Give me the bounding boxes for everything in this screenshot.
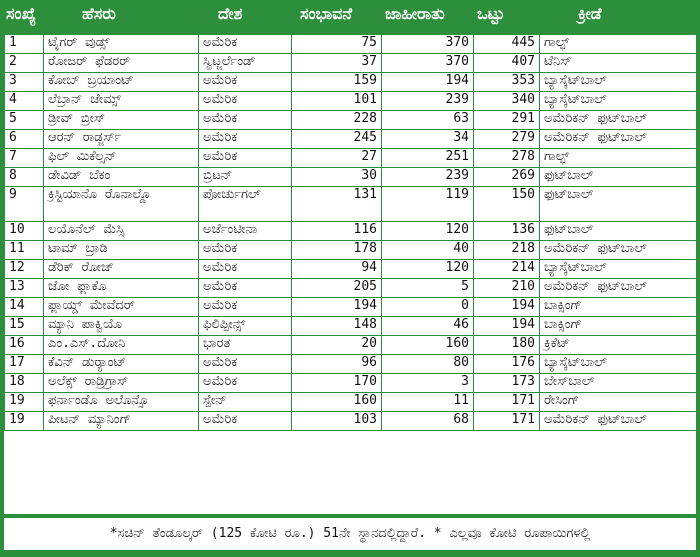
cell-country: ಅಮೆರಿಕ (199, 260, 292, 279)
cell-rank: 5 (5, 111, 44, 130)
cell-salary: 205 (292, 279, 382, 298)
cell-name: ಟಾಮ್ ಬ್ರಾಡಿ (44, 241, 199, 260)
cell-sport: ಫುಟ್‌ಬಾಲ್ (540, 187, 697, 222)
cell-rank: 2 (5, 54, 44, 73)
table-row (5, 168, 697, 187)
table-row (5, 130, 697, 149)
header-country: ದೇಶ (218, 4, 243, 23)
cell-total: 407 (474, 54, 540, 73)
cell-rank: 10 (5, 222, 44, 241)
cell-name: ರೋಜರ್ ಫೆಡರರ್ (44, 54, 199, 73)
cell-salary: 20 (292, 336, 382, 355)
cell-country: ಭಾರತ (199, 336, 292, 355)
cell-total: 176 (474, 355, 540, 374)
cell-total: 180 (474, 336, 540, 355)
cell-country: ಅಮೆರಿಕ (199, 111, 292, 130)
cell-salary: 245 (292, 130, 382, 149)
cell-total: 353 (474, 73, 540, 92)
cell-endorsements: 370 (382, 35, 474, 54)
cell-salary: 159 (292, 73, 382, 92)
cell-country: ಅಮೆರಿಕ (199, 355, 292, 374)
table-row (5, 412, 697, 431)
cell-total: 340 (474, 92, 540, 111)
table-row (5, 222, 697, 241)
cell-total: 214 (474, 260, 540, 279)
cell-endorsements: 5 (382, 279, 474, 298)
cell-rank: 1 (5, 35, 44, 54)
cell-country: ಪೋರ್ಚುಗಲ್ (199, 187, 292, 222)
cell-name: ಲಯೊನೆಲ್ ಮೆಸ್ಸಿ (44, 222, 199, 241)
cell-country: ಸ್ವಿಟ್ಜರ್ಲೆಂಡ್ (199, 54, 292, 73)
cell-endorsements: 119 (382, 187, 474, 222)
cell-country: ಅರ್ಜೆಂಟೀನಾ (199, 222, 292, 241)
cell-name: ಅಲೆಕ್ಸ್ ರಾಡ್ರಿಗ್ರಾಸ್ (44, 374, 199, 393)
cell-sport: ಅಮೆರಿಕನ್ ಫುಟ್‌ಬಾಲ್ (540, 130, 697, 149)
cell-sport: ಗಾಲ್ಫ್ (540, 149, 697, 168)
cell-endorsements: 370 (382, 54, 474, 73)
table-header (0, 0, 700, 34)
cell-total: 218 (474, 241, 540, 260)
athletes-table (4, 34, 697, 431)
cell-country: ಅಮೆರಿಕ (199, 279, 292, 298)
cell-sport: ಬ್ಯಾಸ್ಕೆಟ್‌ಬಾಲ್ (540, 355, 697, 374)
cell-sport: ಅಮೆರಿಕನ್ ಫುಟ್‌ಬಾಲ್ (540, 111, 697, 130)
cell-name: ಫ್ಲಾಯ್ಡ್ ಮೇವೆದರ್ (44, 298, 199, 317)
cell-rank: 19 (5, 412, 44, 431)
header-endorsements: ಜಾಹೀರಾತು (385, 4, 445, 23)
cell-country: ಅಮೆರಿಕ (199, 73, 292, 92)
cell-sport: ಕ್ರಿಕೆಟ್ (540, 336, 697, 355)
cell-name: ಜೋ ಫ್ಲಾಕೊ (44, 279, 199, 298)
cell-salary: 160 (292, 393, 382, 412)
cell-sport: ಬಾಕ್ಸಿಂಗ್ (540, 298, 697, 317)
cell-name: ಡೇವಿಡ್ ಬೆಕಂ (44, 168, 199, 187)
cell-name: ಆರನ್ ರಾಡ್ಜರ್ಸ್ (44, 130, 199, 149)
cell-endorsements: 34 (382, 130, 474, 149)
cell-country: ಅಮೆರಿಕ (199, 412, 292, 431)
cell-country: ಫಿಲಿಪ್ಪೀನ್ಸ್ (199, 317, 292, 336)
cell-salary: 228 (292, 111, 382, 130)
cell-salary: 116 (292, 222, 382, 241)
cell-salary: 94 (292, 260, 382, 279)
cell-sport: ಬ್ಯಾಸ್ಕೆಟ್‌ಬಾಲ್ (540, 92, 697, 111)
cell-salary: 178 (292, 241, 382, 260)
cell-sport: ಫುಟ್‌ಬಾಲ್ (540, 168, 697, 187)
cell-endorsements: 3 (382, 374, 474, 393)
header-total: ಒಟ್ಟು (477, 4, 505, 23)
table-row (5, 187, 697, 222)
cell-total: 194 (474, 317, 540, 336)
cell-salary: 103 (292, 412, 382, 431)
cell-name: ಫರ್ನಾಂಡೊ ಅಲೊನ್ಸೊ (44, 393, 199, 412)
cell-sport: ಫುಟ್‌ಬಾಲ್ (540, 222, 697, 241)
cell-endorsements: 0 (382, 298, 474, 317)
table-row (5, 374, 697, 393)
cell-country: ಅಮೆರಿಕ (199, 241, 292, 260)
cell-sport: ಟೆನಿಸ್ (540, 54, 697, 73)
cell-salary: 101 (292, 92, 382, 111)
cell-name: ಡ್ರೀವ್ ಬ್ರೀಸ್ (44, 111, 199, 130)
table-row (5, 393, 697, 412)
cell-endorsements: 80 (382, 355, 474, 374)
cell-name: ಕೋಬ್ ಬ್ರಯಾಂಟ್ (44, 73, 199, 92)
cell-sport: ಬೇಸ್‌ಬಾಲ್ (540, 374, 697, 393)
cell-endorsements: 46 (382, 317, 474, 336)
table-row (5, 241, 697, 260)
cell-country: ಅಮೆರಿಕ (199, 149, 292, 168)
footer-bar (0, 514, 700, 557)
cell-salary: 27 (292, 149, 382, 168)
cell-country: ಅಮೆರಿಕ (199, 92, 292, 111)
cell-rank: 6 (5, 130, 44, 149)
table-row (5, 298, 697, 317)
cell-rank: 17 (5, 355, 44, 374)
cell-name: ಕ್ರಿಸ್ಟಿಯಾನೊ ರೊನಾಲ್ಡೊ (44, 187, 199, 222)
cell-endorsements: 68 (382, 412, 474, 431)
cell-total: 291 (474, 111, 540, 130)
cell-endorsements: 63 (382, 111, 474, 130)
cell-total: 279 (474, 130, 540, 149)
cell-salary: 75 (292, 35, 382, 54)
cell-endorsements: 194 (382, 73, 474, 92)
cell-country: ಬ್ರಿಟನ್ (199, 168, 292, 187)
cell-rank: 19 (5, 393, 44, 412)
cell-total: 445 (474, 35, 540, 54)
cell-endorsements: 40 (382, 241, 474, 260)
cell-endorsements: 11 (382, 393, 474, 412)
cell-name: ಡೆರಿಕ್ ರೋಜ್ (44, 260, 199, 279)
cell-salary: 194 (292, 298, 382, 317)
cell-rank: 16 (5, 336, 44, 355)
cell-rank: 12 (5, 260, 44, 279)
table-row (5, 35, 697, 54)
cell-total: 173 (474, 374, 540, 393)
cell-sport: ರೇಸಿಂಗ್ (540, 393, 697, 412)
cell-rank: 8 (5, 168, 44, 187)
cell-sport: ಬ್ಯಾಸ್ಕೆಟ್‌ಬಾಲ್ (540, 73, 697, 92)
cell-endorsements: 251 (382, 149, 474, 168)
cell-sport: ಬಾಕ್ಸಿಂಗ್ (540, 317, 697, 336)
table-row (5, 54, 697, 73)
cell-salary: 30 (292, 168, 382, 187)
header-rank: ಸಂಖ್ಯೆ (6, 4, 37, 23)
cell-endorsements: 120 (382, 222, 474, 241)
cell-salary: 131 (292, 187, 382, 222)
table-row (5, 317, 697, 336)
cell-rank: 4 (5, 92, 44, 111)
cell-total: 194 (474, 298, 540, 317)
cell-rank: 7 (5, 149, 44, 168)
cell-rank: 18 (5, 374, 44, 393)
cell-sport: ಅಮೆರಿಕನ್ ಫುಟ್‌ಬಾಲ್ (540, 241, 697, 260)
cell-total: 171 (474, 393, 540, 412)
cell-total: 171 (474, 412, 540, 431)
table-row (5, 92, 697, 111)
cell-salary: 170 (292, 374, 382, 393)
cell-name: ಫಿಲ್ ಮಿಕೆಲ್ಸನ್ (44, 149, 199, 168)
cell-country: ಅಮೆರಿಕ (199, 374, 292, 393)
cell-sport: ಬ್ಯಾಸ್ಕೆಟ್‌ಬಾಲ್ (540, 260, 697, 279)
cell-total: 150 (474, 187, 540, 222)
table-row (5, 111, 697, 130)
cell-rank: 13 (5, 279, 44, 298)
cell-total: 210 (474, 279, 540, 298)
cell-rank: 15 (5, 317, 44, 336)
cell-endorsements: 160 (382, 336, 474, 355)
footnote: *ಸಚಿನ್ ತೆಂಡೂಲ್ಕರ್ (125 ಕೋಟಿ ರೂ.) 51ನೇ ಸ್ಥಾನದಲ್ಲಿದ್ದಾರೆ. * ಎಲ್ಲವೂ ಕೋಟಿ ರೂಪಾಯಿಗಳಲ್ಲಿ (4, 518, 696, 550)
cell-name: ಕೆವಿನ್ ಡುರ್‍ಯಾಂಟ್ (44, 355, 199, 374)
header-name: ಹೆಸರು (82, 4, 116, 23)
cell-name: ಪೀಟನ್ ಮ್ಯಾನಿಂಗ್ (44, 412, 199, 431)
cell-country: ಅಮೆರಿಕ (199, 298, 292, 317)
table-row (5, 279, 697, 298)
cell-rank: 14 (5, 298, 44, 317)
cell-name: ಟೈಗರ್ ವುಡ್ಸ್ (44, 35, 199, 54)
cell-name: ಎಂ.ಎಸ್.ದೋನಿ (44, 336, 199, 355)
cell-sport: ಅಮೆರಿಕನ್ ಫುಟ್‌ಬಾಲ್ (540, 412, 697, 431)
cell-sport: ಗಾಲ್ಫ್ (540, 35, 697, 54)
table-row (5, 260, 697, 279)
header-sport: ಕ್ರೀಡೆ (578, 4, 602, 23)
cell-endorsements: 120 (382, 260, 474, 279)
cell-rank: 9 (5, 187, 44, 222)
cell-total: 278 (474, 149, 540, 168)
cell-sport: ಅಮೆರಿಕನ್ ಫುಟ್‌ಬಾಲ್ (540, 279, 697, 298)
header-salary: ಸಂಭಾವನೆ (300, 4, 352, 23)
table-row (5, 149, 697, 168)
cell-total: 136 (474, 222, 540, 241)
cell-salary: 96 (292, 355, 382, 374)
table-row (5, 355, 697, 374)
cell-endorsements: 239 (382, 168, 474, 187)
table-row (5, 73, 697, 92)
cell-name: ಮ್ಯಾನಿ ಪಾಕ್ವಿಯೊ (44, 317, 199, 336)
cell-country: ಅಮೆರಿಕ (199, 130, 292, 149)
cell-salary: 148 (292, 317, 382, 336)
cell-endorsements: 239 (382, 92, 474, 111)
cell-country: ಅಮೆರಿಕ (199, 35, 292, 54)
cell-salary: 37 (292, 54, 382, 73)
table-row (5, 336, 697, 355)
cell-country: ಸ್ಪೇನ್ (199, 393, 292, 412)
cell-rank: 11 (5, 241, 44, 260)
cell-name: ಲೆಬ್ರಾನ್ ಜೇಮ್ಸ್ (44, 92, 199, 111)
cell-rank: 3 (5, 73, 44, 92)
cell-total: 269 (474, 168, 540, 187)
